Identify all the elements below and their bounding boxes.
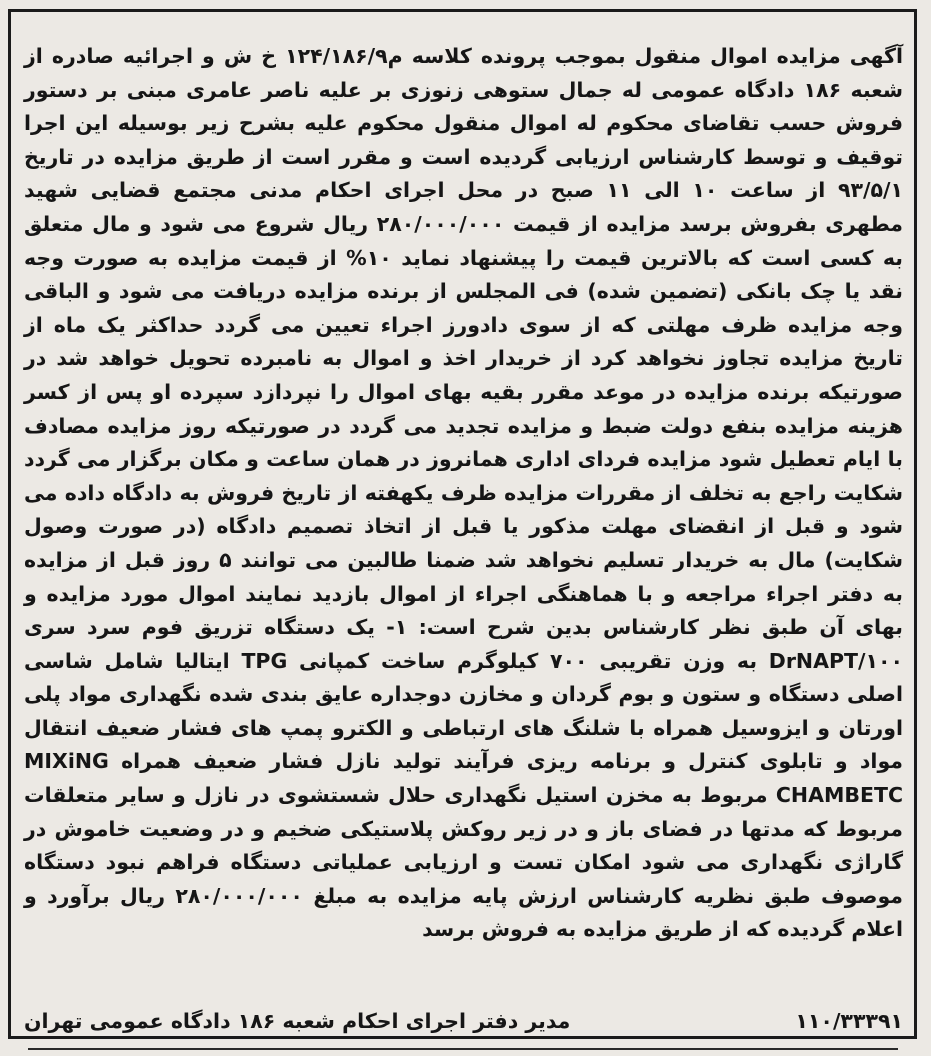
issuing-office-signature: مدیر دفتر اجرای احکام شعبه ۱۸۶ دادگاه عمومی تهران: [24, 1009, 571, 1033]
ad-code: ۱۱۰/۳۳۳۹۱: [795, 1009, 903, 1033]
bottom-divider: [28, 1048, 898, 1050]
notice-footer: [24, 1004, 903, 1038]
auction-notice-text: آگهی مزایده اموال منقول بموجب پرونده کلاسه م۱۲۴/۱۸۶/۹ خ ش و اجرائیه صادره از شعبه ۱۸۶ دادگاه عمومی له جمال ستوهی زنوزی بر علیه ناصر عامری مبنی بر دستور فروش حسب تقاضای محکوم له اموال منقول محکوم علیه بشرح زیر بوسیله این اجرا توقیف و توسط کارشناس ارزیابی گردیده است و مقرر است از طریق مزایده در تاریخ ۹۳/۵/۱ از ساعت ۱۰ الی ۱۱ صبح در محل اجرای احکام مدنی مجتمع قضایی شهید مطهری بفروش برسد مزایده از قیمت ۲۸۰/۰۰۰/۰۰۰ ریال شروع می شود و مال متعلق به کسی است که بالاترین قیمت را پیشنهاد نماید ۱۰% از قیمت مزایده به صورت وجه نقد یا چک بانکی (تضمین شده) فی المجلس از برنده مزایده دریافت می شود و الباقی وجه مزایده ظرف مهلتی که از سوی دادورز اجراء تعیین می گردد حداکثر یک ماه از تاریخ مزایده تجاوز نخواهد کرد از خریدار اخذ و اموال به نامبرده تحویل خواهد شد در صورتیکه برنده مزایده در موعد مقرر بقیه بهای اموال را نپردازد سپرده او پس از کسر هزینه مزایده بنفع دولت ضبط و مزایده تجدید می گردد در صورتیکه روز مزایده مصادف با ایام تعطیل شود مزایده فردای اداری همانروز در همان ساعت و مکان برگزار می گردد شکایت راجع به تخلف از مقررات مزایده ظرف یکهفته از تاریخ فروش به دادگاه داده می شود و قبل از انقضای مهلت مذکور یا قبل از اتخاذ تصمیم دادگاه (در صورت وصول شکایت) مال به خریدار تسلیم نخواهد شد ضمنا طالبین می توانند ۵ روز قبل از مزایده به دفتر اجراء مراجعه و با هماهنگی اجراء از اموال بازدید نمایند اموال مورد مزایده و بهای آن طبق نظر کارشناس بدین شرح است: ۱- یک دستگاه تزریق فوم سرد سری DrNAPT/۱۰۰ به وزن تقریبی ۷۰۰ کیلوگرم ساخت کمپانی TPG ایتالیا شامل شاسی اصلی دستگاه و ستون و بوم گردان و مخازن دوجداره عایق بندی شده نگهداری مواد پلی اورتان و ایزوسیل همراه با شلنگ های ارتباطی و الکترو پمپ های فشار ضعیف انتقال مواد و تابلوی کنترل و برنامه ریزی فرآیند تولید نازل فشار ضعیف همراه MIXiNG CHAMBETC مربوط به مخزن استیل نگهداری حلال شستشوی در نازل و سایر متعلقات مربوط که مدتها در فضای باز و در زیر روکش پلاستیکی ضخیم و در وضعیت خاموش در گاراژی نگهداری می شود امکان تست و ارزیابی عملیاتی دستگاه فراهم نبود دستگاه موصوف طبق نظریه کارشناس ارزش پایه مزایده به مبلغ ۲۸۰/۰۰۰/۰۰۰ ریال برآورد و اعلام گردیده که از طریق مزایده به فروش برسد: [24, 44, 904, 942]
